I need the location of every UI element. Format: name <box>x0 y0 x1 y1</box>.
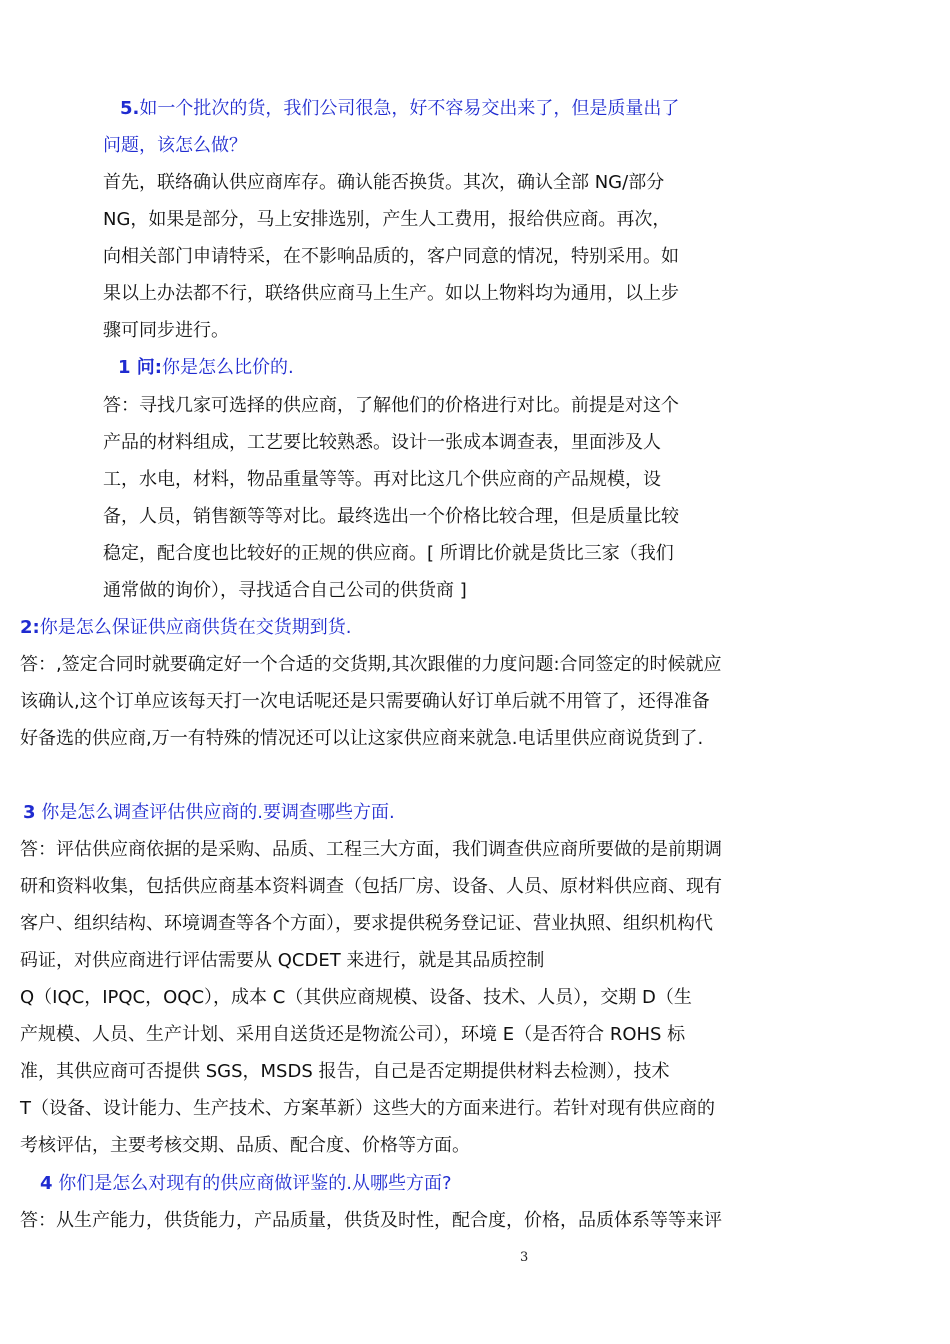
answer-2-line: 好备选的供应商,万一有特殊的情况还可以让这家供应商来就急.电话里供应商说货到了. <box>20 728 704 749</box>
question-3: 3 你是怎么调查评估供应商的.要调查哪些方面. <box>23 802 395 823</box>
answer-4-line: 答：从生产能力，供货能力，产品质量，供货及时性，配合度，价格，品质体系等等来评 <box>20 1210 722 1231</box>
answer-5-line: 向相关部门申请特采，在不影响品质的，客户同意的情况，特别采用。如 <box>103 246 679 267</box>
answer-1-line: 备，人员，销售额等等对比。最终选出一个价格比较合理，但是质量比较 <box>103 506 679 527</box>
answer-3-line: 产规模、人员、生产计划、采用自送货还是物流公司），环境 E（是否符合 ROHS 标 <box>20 1024 686 1045</box>
answer-2-line: 答：,签定合同时就要确定好一个合适的交货期,其次跟催的力度问题:合同签定的时候就应 <box>20 654 722 675</box>
answer-3-line: 码证，对供应商进行评估需要从 QCDET 来进行，就是其品质控制 <box>20 950 545 971</box>
answer-3-line: 准，其供应商可否提供 SGS，MSDS 报告，自己是否定期提供材料去检测），技术 <box>20 1061 670 1082</box>
answer-1-line: 产品的材料组成，工艺要比较熟悉。设计一张成本调查表，里面涉及人 <box>103 432 661 453</box>
answer-1-line: 答：寻找几家可选择的供应商，了解他们的价格进行对比。前提是对这个 <box>103 395 679 416</box>
answer-1-line: 稳定，配合度也比较好的正规的供应商。[ 所谓比价就是货比三家（我们 <box>103 543 674 564</box>
answer-3-line: 答：评估供应商依据的是采购、品质、工程三大方面，我们调查供应商所要做的是前期调 <box>20 839 722 860</box>
question-1: 1 问:你是怎么比价的. <box>118 357 294 378</box>
answer-5-line: NG，如果是部分，马上安排选别，产生人工费用，报给供应商。再次， <box>103 209 671 230</box>
answer-1-line: 通常做的询价），寻找适合自己公司的供货商 ] <box>103 580 467 601</box>
answer-3-line: 研和资料收集，包括供应商基本资料调查（包括厂房、设备、人员、原材料供应商、现有 <box>20 876 722 897</box>
answer-3-line: Q（IQC，IPQC，OQC），成本 C（其供应商规模、设备、技术、人员），交期 D（生 <box>20 987 692 1008</box>
answer-1-line: 工，水电，材料，物品重量等等。再对比这几个供应商的产品规模，设 <box>103 469 661 490</box>
question-5-line-1: 5.如一个批次的货，我们公司很急，好不容易交出来了，但是质量出了 <box>120 98 680 119</box>
answer-5-line: 果以上办法都不行，联络供应商马上生产。如以上物料均为通用，以上步 <box>103 283 679 304</box>
question-4: 4 你们是怎么对现有的供应商做评鉴的.从哪些方面? <box>40 1173 452 1194</box>
question-5-line-2: 问题，该怎么做？ <box>103 135 247 156</box>
answer-5-line: 骤可同步进行。 <box>103 320 229 341</box>
answer-3-line: T（设备、设计能力、生产技术、方案革新）这些大的方面来进行。若针对现有供应商的 <box>20 1098 715 1119</box>
page-number: 3 <box>520 1250 529 1265</box>
answer-2-line: 该确认,这个订单应该每天打一次电话呢还是只需要确认好订单后就不用管了，还得准备 <box>20 691 710 712</box>
answer-3-line: 客户、组织结构、环境调查等各个方面），要求提供税务登记证、营业执照、组织机构代 <box>20 913 713 934</box>
question-2: 2:你是怎么保证供应商供货在交货期到货. <box>20 617 352 638</box>
answer-5-line: 首先，联络确认供应商库存。确认能否换货。其次，确认全部 NG/部分 <box>103 172 665 193</box>
answer-3-line: 考核评估，主要考核交期、品质、配合度、价格等方面。 <box>20 1135 470 1156</box>
